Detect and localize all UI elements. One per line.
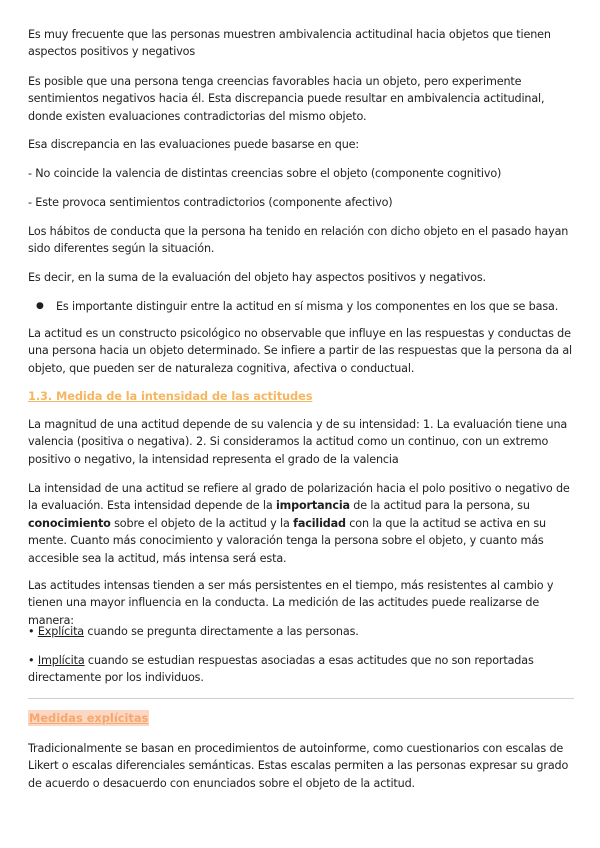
bullet-item bbox=[36, 298, 574, 315]
list-item-affective: - Este provoca sentimientos contradictorios (componente afectivo) bbox=[28, 196, 393, 209]
term-facilidad: facilidad bbox=[293, 516, 346, 530]
paragraph-attitude-construct: La actitud es un constructo psicológico no observable que influye en las respuestas y conductas de una persona hacia un objeto determinado. Se infiere a partir de las respuestas que la persona da al objeto, que pueden ser de naturaleza cognitiva, afectiva o conductual. bbox=[28, 327, 573, 375]
subsection-heading: Medidas explícitas bbox=[29, 711, 149, 725]
list-item-explicit: • Explícita cuando se pregunta directamente a las personas. bbox=[28, 625, 359, 638]
term-explicita: Explícita bbox=[37, 625, 85, 638]
horizontal-divider bbox=[28, 698, 574, 699]
paragraph-sum-evaluation: Es decir, en la suma de la evaluación del objeto hay aspectos positivos y negativos. bbox=[28, 271, 486, 284]
paragraph-ambivalence-intro: Es muy frecuente que las personas muestren ambivalencia actitudinal hacia objetos que tienen aspectos positivos y negativos bbox=[28, 28, 551, 59]
paragraph-magnitude: La magnitud de una actitud depende de su valencia y de su intensidad: 1. La evaluación tiene una valencia (positiva o negativa). 2. Si consideramos la actitud como un continuo, con un extremo positivo o negativo, la intensidad representa el grado de la valencia bbox=[28, 418, 568, 466]
bullet-dot-icon: ● bbox=[36, 301, 44, 311]
list-item-implicit: • Implícita cuando se estudian respuestas asociadas a esas actitudes que no son reportadas directamente por los individuos. bbox=[28, 654, 534, 685]
bullet-text: Es importante distinguir entre la actitud en sí misma y los componentes en los que se basa. bbox=[56, 300, 559, 313]
paragraph-behavior-habits: Los hábitos de conducta que la persona ha tenido en relación con dicho objeto en el pasado hayan sido diferentes según la situación. bbox=[28, 225, 569, 256]
term-conocimiento: conocimiento bbox=[28, 516, 111, 530]
list-item-cognitive: - No coincide la valencia de distintas creencias sobre el objeto (componente cognitivo) bbox=[28, 167, 502, 180]
term-importancia: importancia bbox=[275, 499, 350, 513]
term-implicita: Implícita bbox=[37, 654, 85, 667]
paragraph-discrepancy-basis: Esa discrepancia en las evaluaciones puede basarse en que: bbox=[28, 138, 360, 151]
paragraph-discrepancy: Es posible que una persona tenga creencias favorables hacia un objeto, pero experimente sentimientos negativos hacia él. Esta discrepancia puede resultar en ambivalencia actitudinal, donde existen evaluaciones contradictorias del mismo objeto. bbox=[28, 75, 545, 123]
paragraph-intensity: La intensidad de una actitud se refiere al grado de polarización hacia el polo positivo o negativo de la evaluación. Esta intensidad depende de la importancia de la actitud para la persona, su conocimiento sobre el objeto de la actitud y la facilidad con la que la actitud se activa en su mente. Cuanto más conocimiento y valoración tenga la persona sobre el objeto, y cuanto más accesible sea la actitud, más intensa será esta. bbox=[28, 482, 570, 565]
paragraph-self-report: Tradicionalmente se basan en procedimientos de autoinforme, como cuestionarios con escalas de Likert o escalas diferenciales semánticas. Estas escalas permiten a las personas expresar su grado de acuerdo o desacuerdo con enunciados sobre el objeto de la actitud. bbox=[28, 742, 569, 790]
section-heading: 1.3. Medida de la intensidad de las actitudes bbox=[28, 389, 313, 403]
paragraph-intense-attitudes: Las actitudes intensas tienden a ser más persistentes en el tiempo, más resistentes al cambio y tienen una mayor influencia en la conducta. La medición de las actitudes puede realizarse de manera: bbox=[28, 579, 554, 627]
